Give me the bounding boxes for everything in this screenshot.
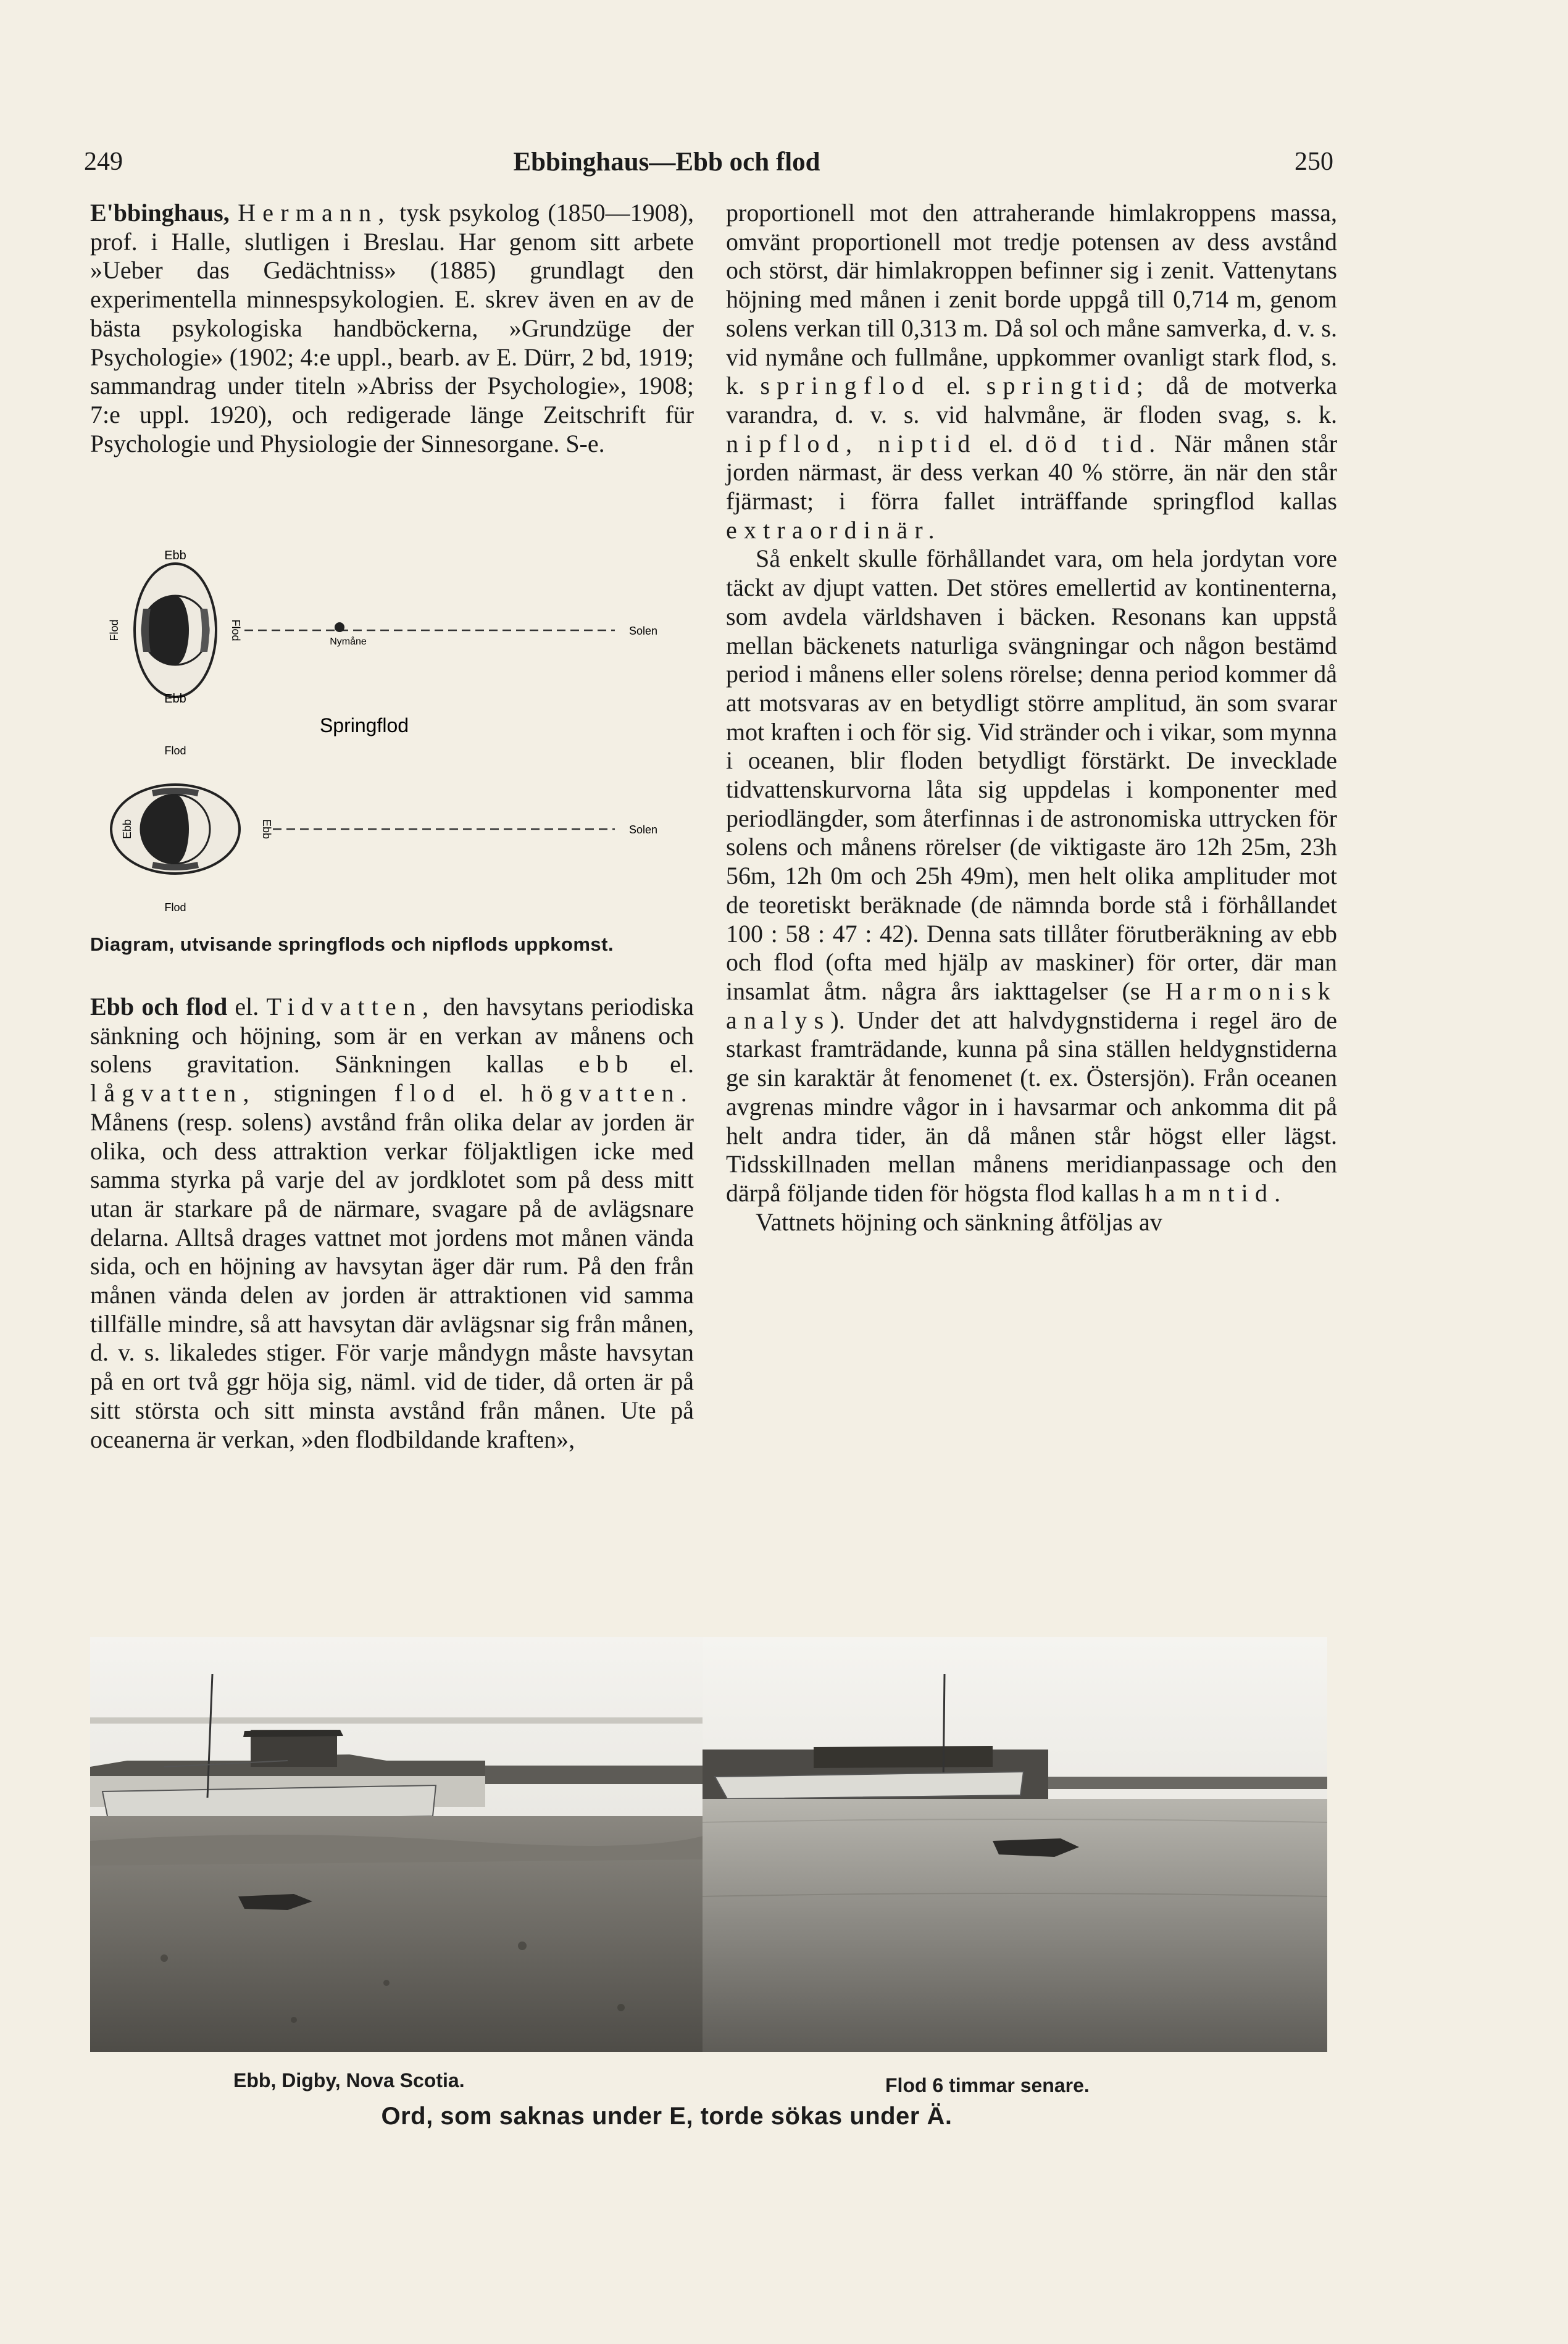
page-number-right: 250 (1295, 148, 1333, 176)
headword: E'bbinghaus, (90, 199, 230, 227)
tide-diagram (90, 541, 694, 930)
text-part: el. (461, 1079, 522, 1107)
text-part: el. (930, 372, 986, 400)
text-part: el. (977, 429, 1025, 457)
spaced-term: Harmonisk analys (726, 977, 1337, 1034)
spaced-term: nipflod, niptid (726, 429, 977, 457)
photo-flod (703, 1637, 1327, 2052)
spaced-term: död tid. (1025, 429, 1162, 457)
label-ebb-left2: Ebb (121, 819, 133, 840)
moon-icon (335, 622, 344, 632)
spaced-term: Tidvatten, (266, 993, 436, 1020)
spaced-term: flod (394, 1079, 462, 1107)
text-part: stigningen (256, 1079, 394, 1107)
running-title: Ebbinghaus—Ebb och flod (513, 148, 820, 177)
headword-ebb: Ebb och flod (90, 993, 228, 1020)
label-springflod: Springflod (319, 714, 409, 736)
label-solen-top: Solen (628, 625, 658, 637)
spaced-term: ebb (578, 1050, 635, 1078)
spaced-term: högvatten. (521, 1079, 694, 1107)
spaced-term: extraordinär. (726, 515, 941, 544)
label-nymane: Nymåne (330, 636, 367, 647)
text-part: el. (635, 1050, 694, 1078)
spaced-term: hamntid. (1145, 1178, 1288, 1207)
label-flod-top2: Flod (164, 744, 186, 757)
label-ebb-bottom: Ebb (164, 692, 186, 706)
right-column (726, 199, 1337, 1237)
text-part: den havsytans periodiska sänkning och höjning, som är en verkan av månens och solens gravitation. Sänkningen kallas (90, 993, 694, 1078)
spaced-name: Hermann, (238, 199, 391, 227)
earth-top (135, 564, 216, 697)
text-part: el. (227, 993, 267, 1020)
text-part: När månen står jorden närmast, är dess verkan 40 % större, än när den står fjärmast; i förra fallet inträffande springflod kallas (726, 429, 1338, 515)
spaced-term: springtid; (986, 372, 1151, 400)
entry-text: tysk psykolog (1850—1908), prof. i Halle, slutligen i Breslau. Har genom sitt arbete »Ueber das Gedächtniss» (1885) grundlagt den experimentella minnespsykologien. E. skrev även en av de bästa psykologiska handböckerna, »Grundzüge der Psychologie» (1902; 4:e uppl., bearb. av E. Dürr, 2 bd, 1919; sammandrag under titeln »Abriss der Psychologie», 1908; 7:e uppl. 1920), och redigerade länge Zeitschrift für Psychologie und Physiologie der Sinnesorgane. S-e. (90, 199, 694, 457)
text-part: Så enkelt skulle förhållandet vara, om hela jordytan vore täckt av djupt vatten. Det störes emellertid av kontinenterna, som avdela världshaven i bäcken. Resonans kan uppstå mellan bäckenets naturliga svängningar och någon bestämd period i månens eller solens rörelse; denna period kommer då att motsvaras av en betydligt större amplitud, än som svarar mot kraften i och för sig. Vid stränder och i vikar, som mynna i oceanen, blir floden betydligt förstärkt. De invecklade tidvattenskurvorna låta sig uppdelas i komponenter med periodlängder, som återfinnas i de astronomiska uttrycken för solens och månens rörelser (de viktigaste äro 12h 25m, 23h 56m, 12h 0m och 25h 49m), men helt olika amplituder mot de teoretiskt beräknade (de nämnda borde stå i förhållandet 100 : 58 : 47 : 42). Denna sats tillåter förutberäkning av ebb och flod (ofta med hjälp av maskiner) för orter, där man insamlat åtm. några års iakttagelser (se (726, 544, 1337, 1005)
spaced-term: springflod (760, 372, 931, 400)
label-ebb-top: Ebb (164, 549, 186, 562)
text-part: proportionell mot den attraherande himlakroppens massa, omvänt proportionell mot tredje potensen av dess avstånd och störst, där himlakroppen befinner sig i zenit. Vattenytans höjning med månen i zenit borde uppgå till 0,714 m, genom solens verkan till 0,313 m. Då sol och måne samverka, d. v. s. vid nymåne och fullmåne, uppkommer ovanligt stark flod, s. k. (726, 199, 1337, 400)
photo-caption-right: Flod 6 timmar senare. (885, 2074, 1090, 2096)
label-flod-bottom2: Flod (164, 901, 186, 914)
text-part: då de motverka varandra, d. v. s. vid halvmåne, är floden svag, s. k. (726, 372, 1338, 428)
spaced-term: lågvatten, (90, 1079, 256, 1107)
page-number-left: 249 (84, 148, 123, 176)
photo-caption-left: Ebb, Digby, Nova Scotia. (233, 2069, 465, 2092)
text-part: Månens (resp. solens) avstånd från olika delar av jorden är olika, och dess attraktion verkar följaktligen icke med samma styrka på varje del av jordklotet som på dess mitt utan är starkare på de närmare, svagare på de avlägsnare delarna. Alltså drages vattnet mot jordens mot månen vända sida, och en höjning av havsytan äger där rum. På den från månen vända delen av jorden är attraktionen vid samma tillfälle mindre, så att havsytan där avlägsnar sig från månen, d. v. s. likaledes stiger. För varje måndygn måste havsytan på en ort två ggr höja sig, näml. vid de tider, då orten är på sitt största och sitt minsta avstånd från månen. Ute på oceanerna är verkan, »den flodbildande kraften», (90, 1107, 694, 1453)
footer-note: Ord, som saknas under E, torde sökas under Ä. (381, 2103, 953, 2130)
label-flod-right: Flod (230, 619, 242, 641)
photo-ebb (90, 1637, 707, 2052)
label-ebb-right2: Ebb (261, 819, 273, 840)
text-part: Vattnets höjning och sänkning åtföljas av (756, 1207, 1162, 1236)
diagram-caption: Diagram, utvisande springflods och nipflods uppkomst. (90, 933, 614, 955)
label-solen-bottom: Solen (628, 824, 658, 836)
label-flod-left: Flod (108, 619, 120, 641)
entry-ebbinghaus (90, 199, 694, 458)
entry-ebb-och-flod (90, 993, 694, 1454)
text-part: ). Under det att halvdygnstiderna i regel äro de starkast framträdande, kunna på sina ställen heldygnstiderna ge sin karaktär åt fenomenet (t. ex. Östersjön). Från oceanen avgrenas mindre vågor in i havsarmar och ankomma dit på helt andra tider, än då månen står högst eller lägst. Tidsskillnaden mellan månens meridianpassage och den därpå följande tiden för högsta flod kallas (726, 1006, 1337, 1207)
